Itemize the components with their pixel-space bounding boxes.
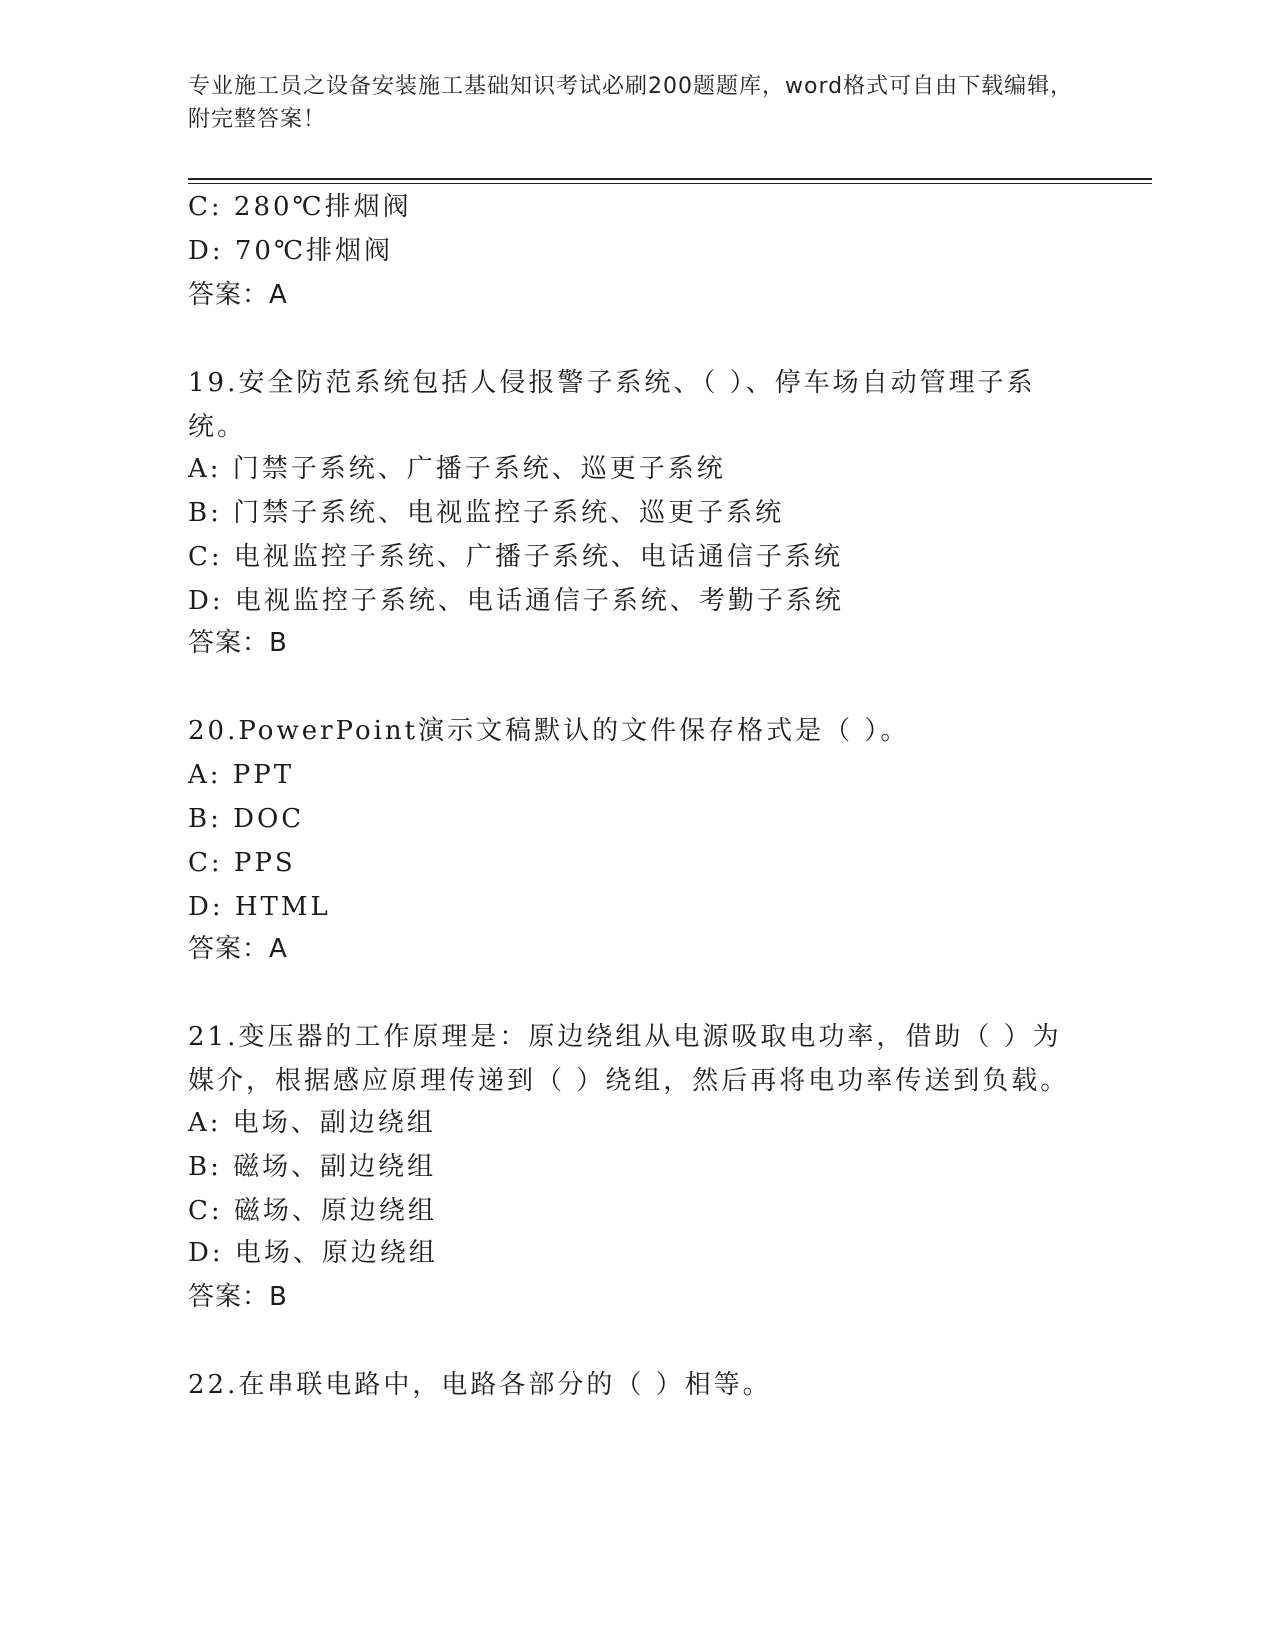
option-c-q21: C: 磁场、原边绕组 xyxy=(188,1196,437,1226)
option-a-q20: A: PPT xyxy=(188,760,295,790)
question-22: 22.在串联电路中，电路各部分的（ ）相等。 xyxy=(188,1370,772,1400)
option-d-q21: D: 电场、原边绕组 xyxy=(188,1238,438,1268)
option-d-q20: D: HTML xyxy=(188,892,331,922)
question-21-line1: 21.变压器的工作原理是：原边绕组从电源吸取电功率，借助（ ）为 xyxy=(188,1022,1062,1052)
option-a-q19: A: 门禁子系统、广播子系统、巡更子系统 xyxy=(188,454,726,484)
option-b-q20: B: DOC xyxy=(188,804,305,834)
option-c-q20: C: PPS xyxy=(188,848,296,878)
option-c-q18: C: 280℃排烟阀 xyxy=(188,192,412,222)
answer-q18: 答案：A xyxy=(188,280,288,310)
header-divider-thick xyxy=(188,178,1152,180)
answer-q21: 答案：B xyxy=(188,1282,288,1312)
question-21-line2: 媒介，根据感应原理传递到（ ）绕组，然后再将电功率传送到负载。 xyxy=(188,1066,1070,1096)
option-d-q19: D: 电视监控子系统、电话通信子系统、考勤子系统 xyxy=(188,586,844,616)
answer-q20: 答案：A xyxy=(188,934,288,964)
question-19-line2: 统。 xyxy=(188,412,247,442)
answer-q19: 答案：B xyxy=(188,628,288,658)
document-header: 专业施工员之设备安装施工基础知识考试必刷200题题库，word格式可自由下载编辑，附完整答案！ xyxy=(188,74,1074,132)
option-b-q21: B: 磁场、副边绕组 xyxy=(188,1152,437,1182)
question-20: 20.PowerPoint演示文稿默认的文件保存格式是（ ）。 xyxy=(188,716,910,746)
question-19-line1: 19.安全防范系统包括人侵报警子系统、（ ）、停车场自动管理子系 xyxy=(188,368,1036,398)
option-c-q19: C: 电视监控子系统、广播子系统、电话通信子系统 xyxy=(188,542,843,572)
option-b-q19: B: 门禁子系统、电视监控子系统、巡更子系统 xyxy=(188,498,785,528)
option-d-q18: D: 70℃排烟阀 xyxy=(188,236,394,266)
header-divider-thin xyxy=(188,183,1152,184)
option-a-q21: A: 电场、副边绕组 xyxy=(188,1108,436,1138)
